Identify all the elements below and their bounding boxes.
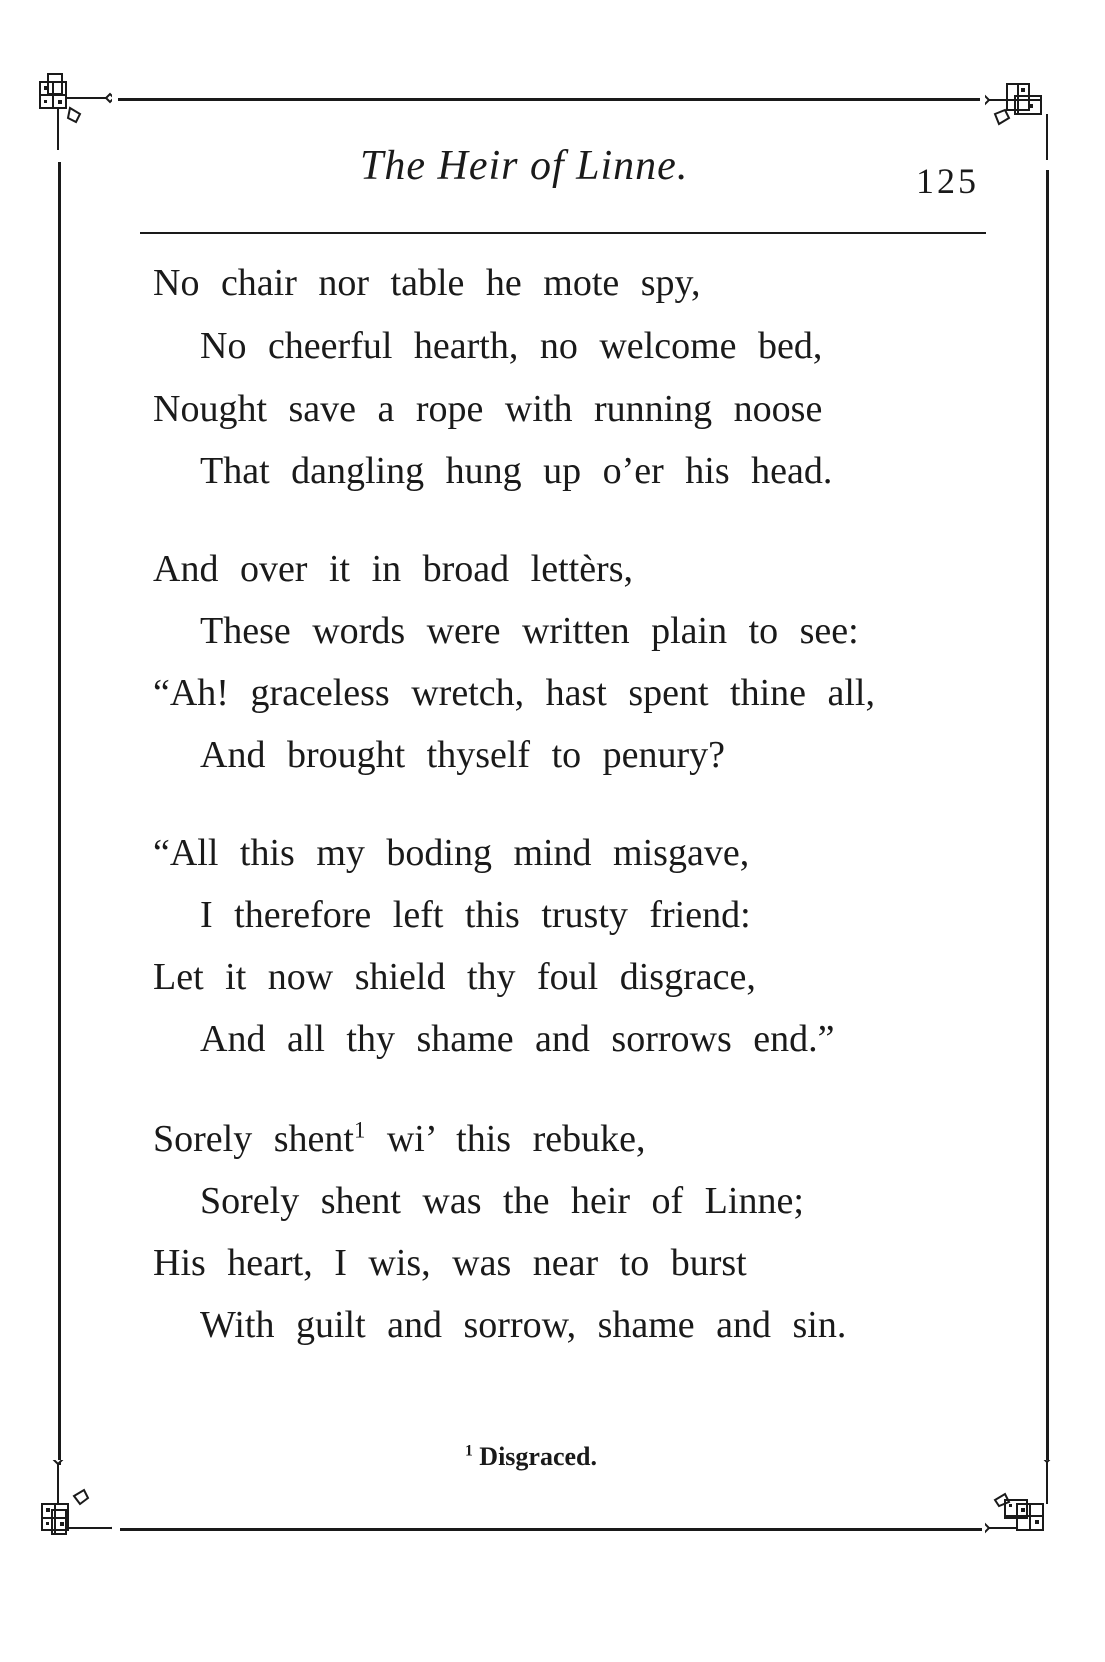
poem-line: And brought thyself to penury? [200,734,726,776]
poem-line: “Ah! graceless wretch, hast spent thine all, [153,672,875,714]
footnote-reference: 1 [353,1117,366,1143]
poem-line: I therefore left this trusty friend: [200,894,751,936]
footnote [465,1442,597,1472]
poem-line-end: wi’ this rebuke, [365,1118,646,1160]
running-title: The Heir of Linne. [360,143,689,189]
poem-line: With guilt and sorrow, shame and sin. [200,1304,847,1346]
poem-line: Sorely shent was the heir of Linne; [200,1180,804,1222]
poem-line-start: Sorely shent [153,1118,354,1160]
border-left-rule [58,162,61,1465]
footnote-marker: 1 [465,1442,473,1460]
poem-line: Let it now shield thy foul disgrace, [153,956,756,998]
poem-line: These words were written plain to see: [200,610,859,652]
corner-ornament-icon [985,70,1075,160]
poem-line: No cheerful hearth, no welcome bed, [200,325,823,367]
poem-line: Nought save a rope with running noose [153,388,823,430]
poem-line: His heart, I wis, was near to burst [153,1242,747,1284]
border-bottom-rule [120,1528,982,1531]
poem-line: And over it in broad lettèrs, [153,548,634,590]
corner-ornament-icon [22,60,112,150]
poem-line: That dangling hung up o’er his head. [200,450,833,492]
poem-line-with-footnote [153,1117,646,1160]
border-right-rule [1046,170,1049,1460]
header-rule [140,232,986,234]
page-number: 125 [916,161,979,201]
border-top-rule [118,98,980,101]
poem-line: And all thy shame and sorrows end.” [200,1018,835,1060]
poem-line: “All this my boding mind misgave, [153,832,750,874]
footnote-text: Disgraced. [472,1442,597,1471]
poem-line: No chair nor table he mote spy, [153,262,701,304]
corner-ornament-icon [22,1460,112,1550]
corner-ornament-icon [985,1460,1075,1550]
